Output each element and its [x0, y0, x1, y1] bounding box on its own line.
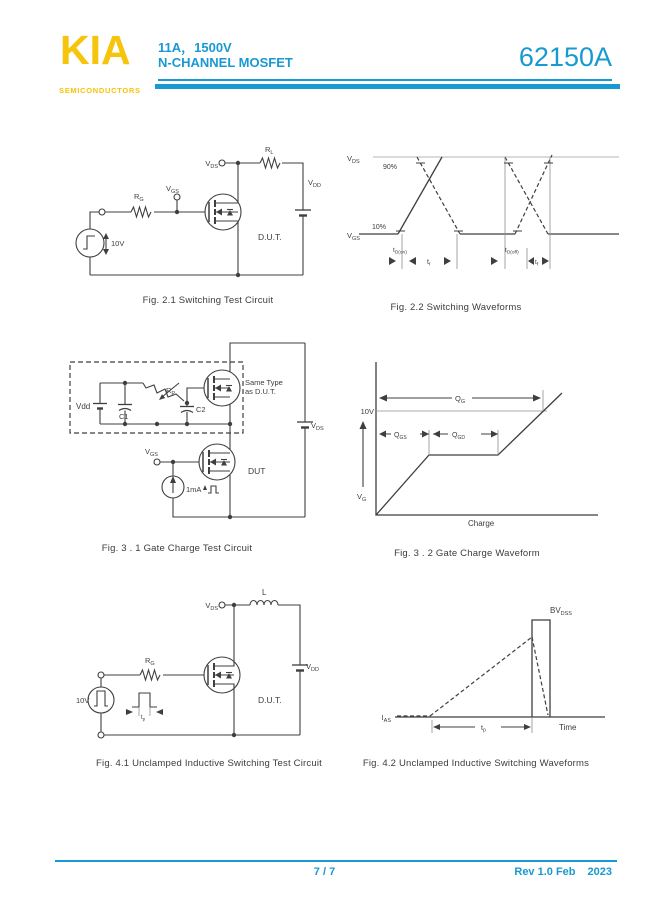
ias-label: $I_{AS}$	[381, 713, 391, 724]
qgd-span-arrow	[433, 431, 498, 438]
junction-dot	[185, 422, 189, 426]
header-rule-thick	[155, 84, 620, 89]
vds-waveform	[417, 155, 552, 234]
gate-input-node	[98, 672, 104, 678]
dut-label: DUT	[248, 466, 266, 476]
charge-axis-label: Charge	[468, 519, 495, 528]
junction-dot	[185, 401, 189, 405]
junction-dot	[175, 210, 179, 214]
tf-label: $t_f$	[535, 259, 539, 268]
junction-dot	[236, 273, 240, 277]
ten-volt-label: 10V	[360, 407, 374, 416]
vdd-label: $V_{DD}$	[306, 662, 319, 673]
device-type: N-CHANNEL MOSFET	[158, 55, 293, 70]
fig-2-2-switching-waveforms	[345, 148, 625, 278]
bvdss-label: $BV_{DSS}$	[550, 606, 572, 617]
resistor-rg	[131, 207, 151, 217]
same-type-label-1: Same Type	[245, 378, 283, 387]
vds-label: $V_{DS}$	[205, 159, 218, 170]
fig-3-1-gate-charge-test-circuit	[62, 340, 337, 540]
rg-label: $R_G$	[134, 192, 144, 203]
vg-axis-label: $V_G$	[357, 492, 367, 503]
vds-label: $V_{DS}$	[205, 601, 218, 612]
time-axis-label: Time	[559, 723, 577, 732]
wires	[90, 163, 303, 275]
vdd-label: Vdd	[76, 402, 91, 411]
rp-label: $R_P$	[166, 386, 176, 397]
pulse-source	[88, 687, 114, 713]
vgs-label: $V_{GS}$	[145, 447, 158, 458]
header-rule-thin	[158, 79, 612, 81]
tp-label: $t_p$	[141, 715, 146, 722]
one-ma-label: 1mA	[186, 485, 202, 494]
vds-label: $V_{DS}$	[311, 421, 324, 432]
kia-logo-subtitle: SEMICONDUCTORS	[59, 86, 141, 95]
kia-logo: KIA	[60, 27, 131, 73]
dut-label: D.U.T.	[258, 695, 282, 705]
revision-info	[514, 866, 612, 878]
vgs-node	[154, 459, 160, 465]
same-type-label-2: as D.U.T.	[245, 387, 276, 396]
junction-dot	[236, 161, 240, 165]
battery-vdd	[295, 210, 311, 216]
dut-label: D.U.T.	[258, 232, 282, 242]
fig-4-1-uis-test-circuit	[62, 585, 340, 755]
part-number: 62150A	[518, 42, 612, 72]
axes	[376, 362, 598, 515]
tf-span-arrows	[491, 257, 549, 265]
junction-dot	[232, 603, 236, 607]
tr-label: $t_r$	[427, 259, 431, 268]
junction-dot	[228, 422, 232, 426]
fig-3-2-gate-charge-waveform	[350, 352, 625, 537]
gate-pulse-annotation	[126, 693, 163, 716]
junction-dot	[232, 733, 236, 737]
footer-rule	[55, 860, 617, 862]
revision-label: Rev 1.0 Feb	[514, 866, 576, 878]
fig-2-1-caption: Fig. 2.1 Switching Test Circuit	[142, 295, 274, 306]
capacitor-c2	[180, 407, 194, 413]
variable-resistor-rp	[143, 383, 184, 401]
timing-marker-lines	[402, 157, 550, 269]
revision-year: 2023	[587, 866, 612, 878]
y-axis-direction-arrow	[360, 421, 367, 487]
rg-label: $R_G$	[145, 656, 155, 667]
ten-percent-label: 10%	[372, 224, 387, 231]
return-node	[98, 732, 104, 738]
ninety-percent-label: 90%	[383, 164, 398, 171]
fig-2-1-switching-test-circuit	[62, 138, 332, 290]
qgs-label: $Q_{GS}$	[394, 432, 407, 441]
pulse-source	[76, 229, 104, 257]
pulse-glyph	[203, 485, 219, 493]
fig-4-2-uis-waveforms	[353, 593, 625, 753]
capacitor-c1	[118, 405, 132, 411]
resistor-rg	[140, 670, 160, 680]
fig-4-1-caption: Fig. 4.1 Unclamped Inductive Switching Test Circuit	[96, 758, 322, 769]
input-node	[99, 209, 105, 215]
fig-3-1-caption: Fig. 3 . 1 Gate Charge Test Circuit	[101, 543, 253, 554]
fig-4-2-caption: Fig. 4.2 Unclamped Inductive Switching Waveforms	[362, 758, 590, 769]
tp-label: $t_p$	[481, 725, 486, 734]
vgs-label: $V_{GS}$	[166, 184, 179, 195]
qgd-label: $Q_{GD}$	[452, 432, 465, 441]
vds-axis-label: $V_{DS}$	[347, 154, 360, 165]
fig-3-2-caption: Fig. 3 . 2 Gate Charge Waveform	[394, 548, 540, 559]
vgs-axis-label: $V_{GS}$	[347, 231, 360, 242]
current-waveform	[397, 637, 548, 716]
vds-node	[219, 160, 225, 166]
junction-dot	[171, 460, 175, 464]
ten-volt-label: 10V	[111, 239, 125, 248]
rating-line: 11A，1500V	[158, 40, 232, 55]
inductor-l	[250, 601, 278, 606]
vds-node	[219, 602, 225, 608]
ten-volt-label: 10V	[76, 696, 90, 705]
c1-label: C1	[119, 412, 129, 421]
rl-label: $R_L$	[265, 145, 274, 156]
fig-2-2-caption: Fig. 2.2 Switching Waveforms	[390, 302, 522, 313]
tr-span-arrows	[389, 257, 451, 265]
qg-label: $Q_G$	[455, 394, 466, 405]
junction-dot	[228, 515, 232, 519]
junction-dot	[155, 422, 159, 426]
td-on-label: $t_{D(on)}$	[393, 247, 407, 256]
td-off-label: $t_{D(off)}$	[505, 247, 519, 256]
vgs-waveform	[359, 157, 619, 234]
junction-dot	[123, 381, 127, 385]
wires	[100, 343, 305, 517]
voltage-pulse	[532, 620, 550, 717]
vdd-label: $V_{DD}$	[308, 178, 321, 189]
wires	[101, 605, 300, 735]
c2-label: C2	[196, 405, 206, 414]
plateau-marker-lines	[429, 390, 543, 455]
battery-vdd-left	[93, 404, 107, 409]
junction-dot	[123, 422, 127, 426]
current-source	[162, 476, 184, 498]
resistor-rl	[260, 158, 280, 168]
inductor-label: L	[262, 588, 267, 597]
page-number: 7 / 7	[313, 866, 336, 878]
